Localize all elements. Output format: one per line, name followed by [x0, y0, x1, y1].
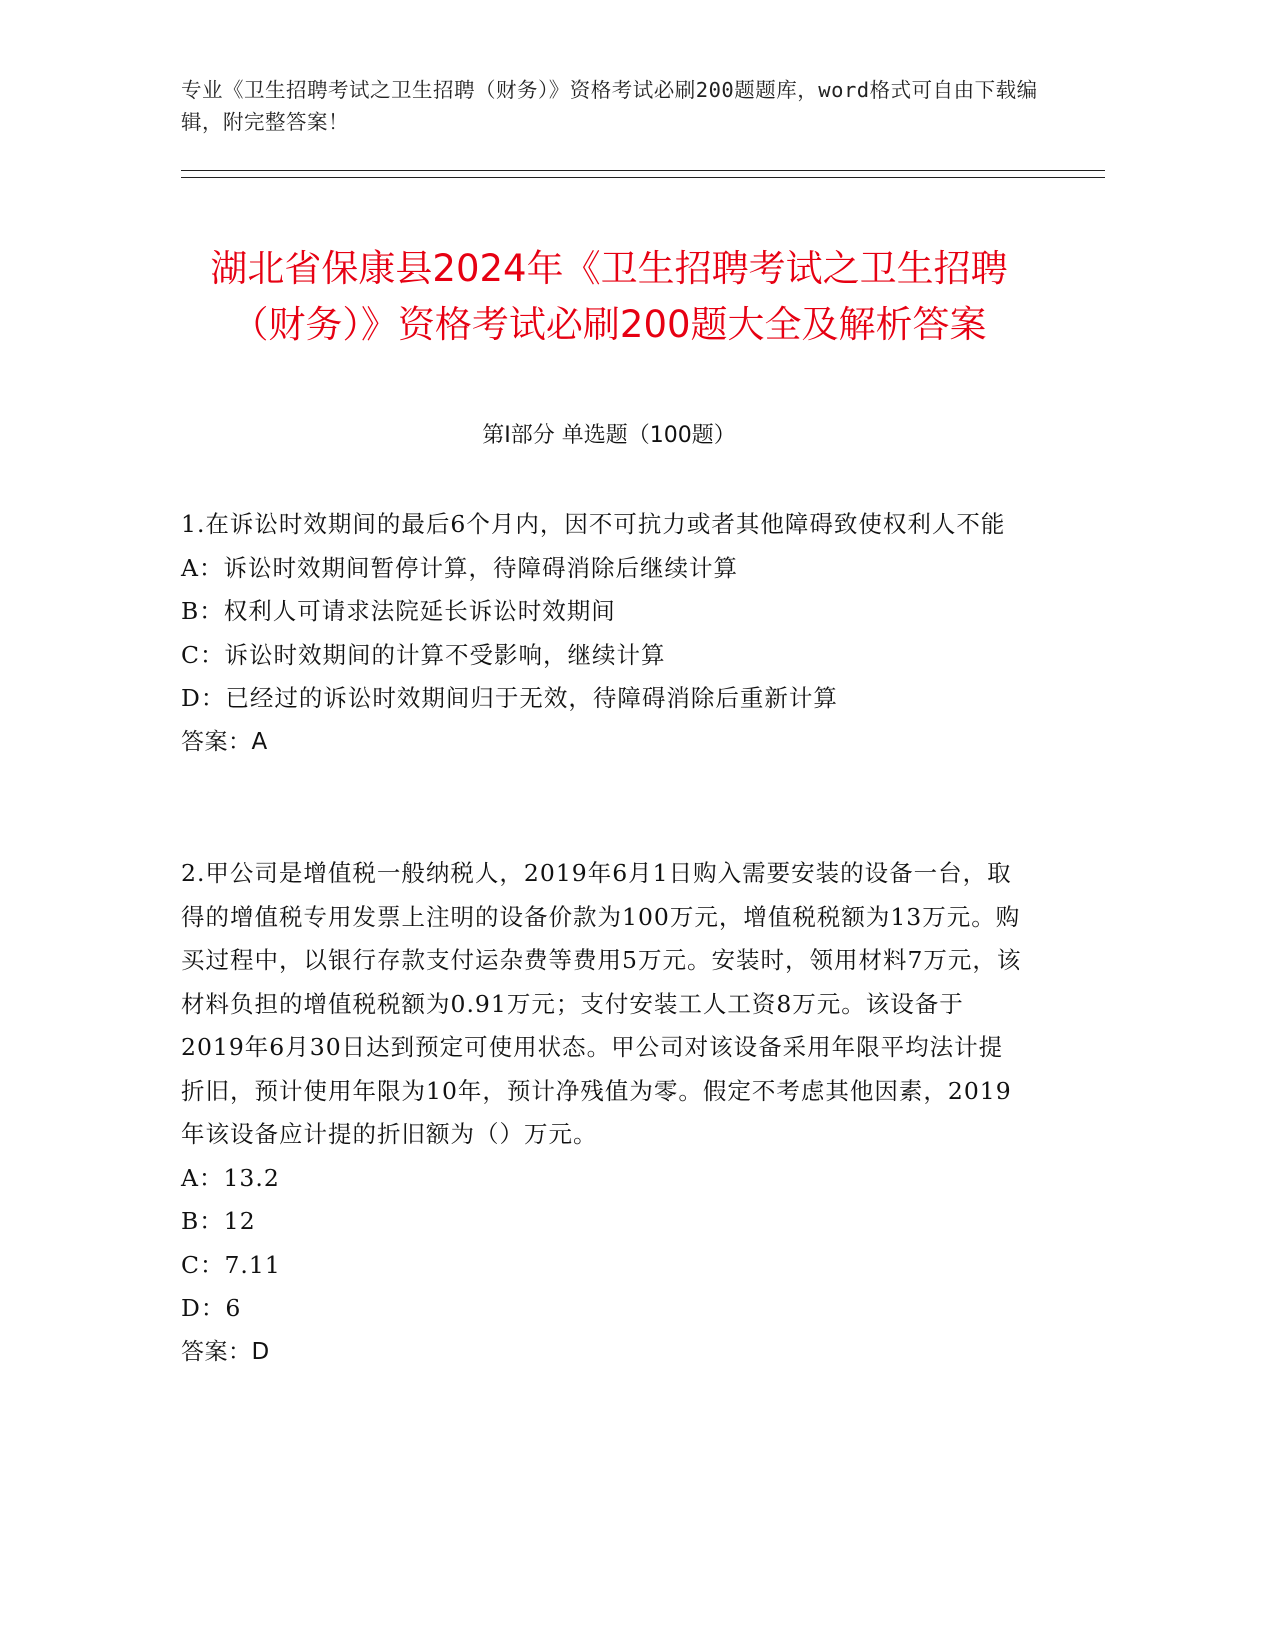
header-note: 专业《卫生招聘考试之卫生招聘（财务）》资格考试必刷200题题库，word格式可自由下载编辑，附完整答案！ [181, 78, 1038, 134]
header-divider-bottom [181, 177, 1105, 178]
question-1 [181, 503, 1026, 764]
section-heading: 第Ⅰ部分 单选题（100题） [482, 423, 736, 448]
header-divider-top [181, 170, 1105, 171]
option-b: B：12 [181, 1207, 256, 1235]
option-d: D：6 [181, 1294, 242, 1322]
option-d: D：已经过的诉讼时效期间归于无效，待障碍消除后重新计算 [181, 684, 838, 712]
option-c: C：诉讼时效期间的计算不受影响，继续计算 [181, 640, 666, 669]
option-a: A：诉讼时效期间暂停计算，待障碍消除后继续计算 [181, 553, 738, 582]
option-c: C：7.11 [181, 1250, 281, 1279]
option-a: A：13.2 [181, 1163, 280, 1192]
document-title: 湖北省保康县2024年《卫生招聘考试之卫生招聘（财务）》资格考试必刷200题大全及解析答案 [210, 246, 1008, 346]
answer: 答案：D [181, 1338, 270, 1365]
question-2 [181, 852, 1026, 1374]
option-b: B：权利人可请求法院延长诉讼时效期间 [181, 597, 616, 625]
question-stem: 2.甲公司是增值税一般纳税人，2019年6月1日购入需要安装的设备一台，取得的增值税专用发票上注明的设备价款为100万元，增值税税额为13万元。购买过程中，以银行存款支付运杂费等费用5万元。安装时，领用材料7万元，该材料负担的增值税税额为0.91万元；支付安装工人工资8万元。该设备于2019年6月30日达到预定可使用状态。甲公司对该设备采用年限平均法计提折旧，预计使用年限为10年，预计净残值为零。假定不考虑其他因素，2019年该设备应计提的折旧额为（）万元。 [181, 859, 1022, 1148]
question-stem: 1.在诉讼时效期间的最后6个月内，因不可抗力或者其他障碍致使权利人不能 [181, 510, 1006, 538]
answer: 答案：A [181, 728, 268, 755]
